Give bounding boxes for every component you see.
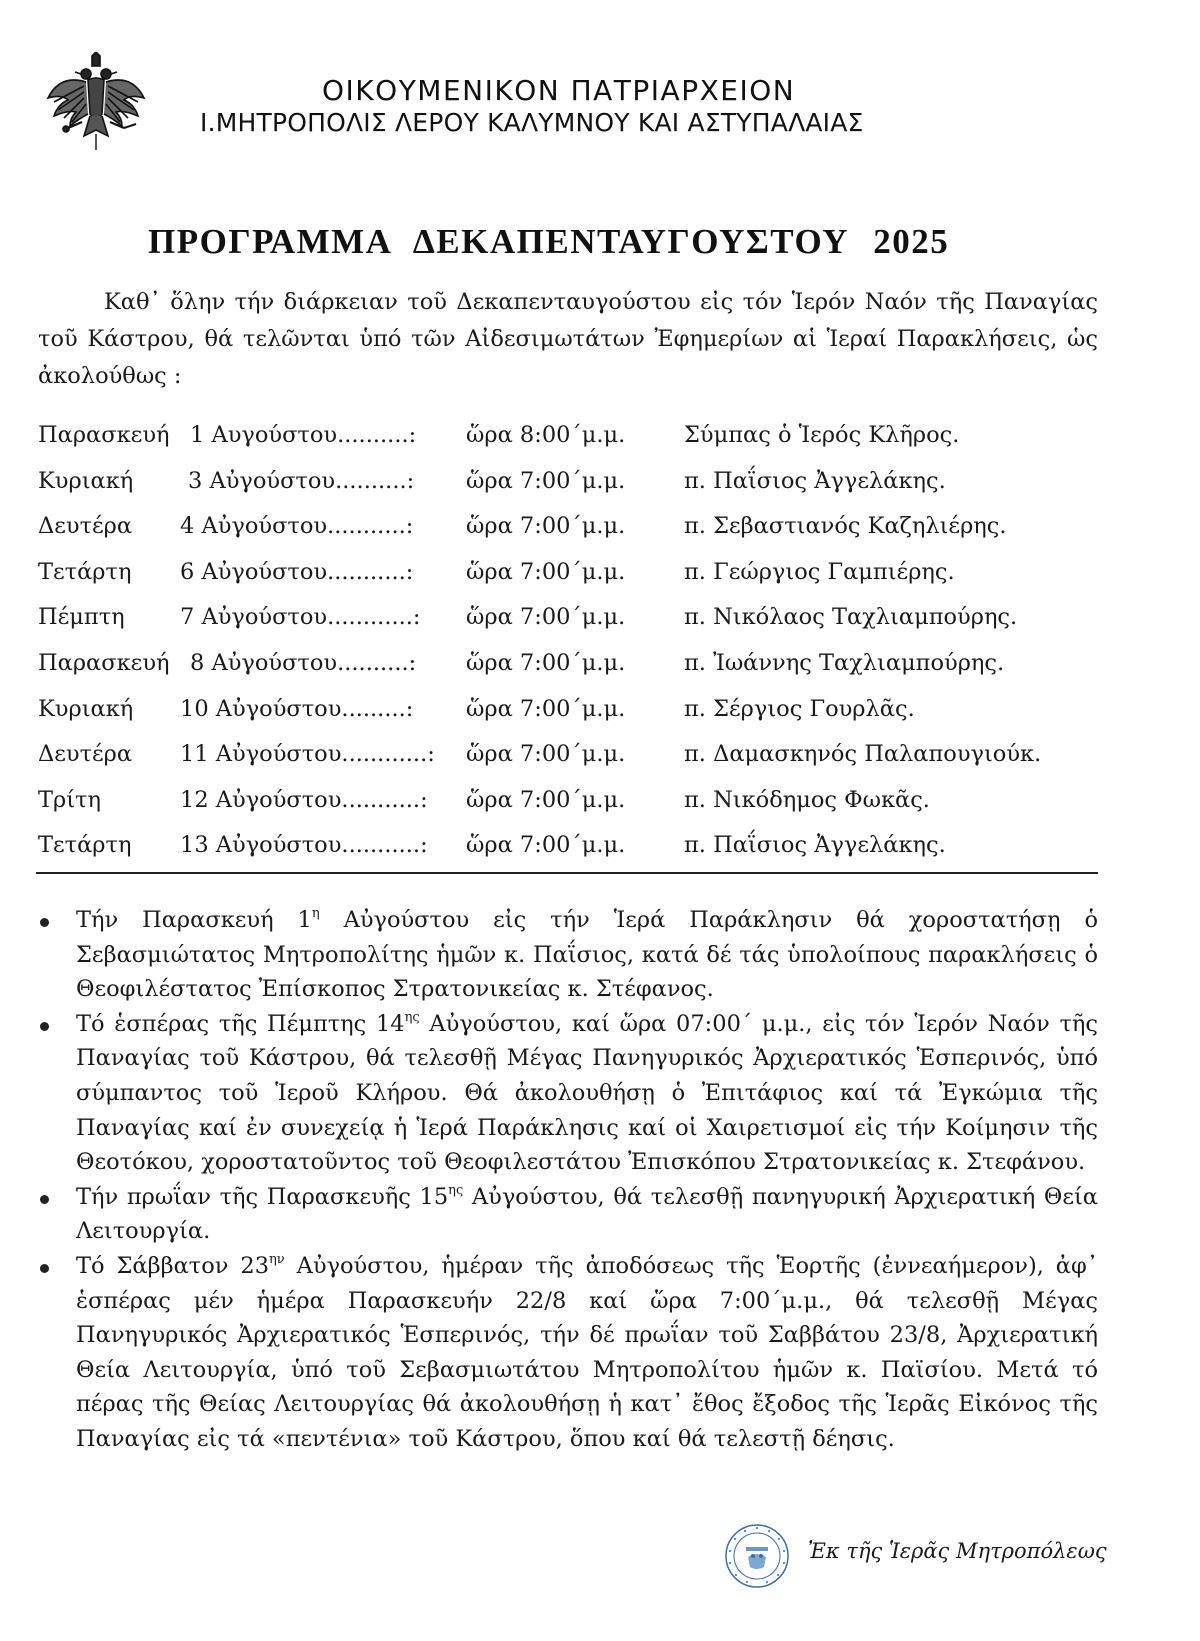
schedule-time: ὥρα 7:00΄μ.μ. xyxy=(466,832,626,859)
schedule-date: 8 Αὐγούστου..........: xyxy=(190,649,417,676)
schedule-date: 10 Αὐγούστου.........: xyxy=(180,695,414,722)
schedule-date: 4 Αὐγούστου...........: xyxy=(180,513,414,540)
schedule-priest: π. Σεβαστιανός Καζηλιέρης. xyxy=(684,513,1007,540)
schedule-row xyxy=(38,504,1108,550)
schedule-day: Κυριακή xyxy=(38,467,134,494)
schedule-table xyxy=(38,413,1108,869)
intro-paragraph: Καθ᾽ ὅλην τήν διάρκειαν τοῦ Δεκαπενταυγούστου εἰς τόν Ἱερόν Ναόν τῆς Παναγίας τοῦ Κάστρου, θά τελῶνται ὑπό τῶν Αἰδεσιμωτάτων Ἐφημερίων αἱ Ἱεραί Παρακλήσεις, ὡς ἀκολούθως : xyxy=(38,289,1098,389)
schedule-row xyxy=(38,459,1108,505)
schedule-date: 11 Αὐγούστου............: xyxy=(180,741,435,768)
bullet-icon xyxy=(40,1264,49,1273)
schedule-time: ὥρα 7:00΄μ.μ. xyxy=(466,558,626,585)
schedule-date: 12 Αὐγούστου...........: xyxy=(180,786,428,813)
schedule-priest: π. Παΐσιος Ἀγγελάκης. xyxy=(684,832,946,859)
schedule-time: ὥρα 7:00΄μ.μ. xyxy=(466,513,626,540)
schedule-row xyxy=(38,550,1108,596)
schedule-time: ὥρα 7:00΄μ.μ. xyxy=(466,467,626,494)
schedule-priest: π. Νικόλαος Ταχλιαμπούρης. xyxy=(684,604,1018,631)
schedule-row xyxy=(38,732,1108,778)
schedule-priest: Σύμπας ὁ Ἱερός Κλῆρος. xyxy=(684,422,960,448)
schedule-priest: π. Νικόδημος Φωκᾶς. xyxy=(684,786,930,813)
schedule-day: Δευτέρα xyxy=(38,741,133,768)
schedule-priest: π. Δαμασκηνός Παλαπουγιούκ. xyxy=(684,741,1042,768)
double-headed-eagle-icon xyxy=(40,52,152,152)
schedule-date: 13 Αὐγούστου...........: xyxy=(180,832,428,859)
schedule-date: 7 Αὐγούστου............: xyxy=(180,604,421,631)
schedule-day: Παρασκευή xyxy=(38,649,170,676)
schedule-row xyxy=(38,413,1108,459)
metropolis-seal-icon xyxy=(724,1523,790,1589)
schedule-day: Παρασκευή xyxy=(38,422,170,448)
schedule-priest: π. Ἰωάννης Ταχλιαμπούρης. xyxy=(684,649,1005,676)
bullet-icon xyxy=(40,1022,49,1031)
note-item: Τό ἑσπέρας τῆς Πέμπτης $14^{\eta\varsigma}$ Αὐγούστου, καί ὥρα 07:00΄ μ.μ., εἰς τόν Ἱερόν Ναόν τῆς Παναγίας τοῦ Κάστρου, θά τελεσθῇ Μέγας Πανηγυρικός Ἀρχιερατικός Ἑσπερινός, ὑπό σύμπαντος τοῦ Ἱεροῦ Κλήρου. Θά ἀκολουθήσῃ ὁ Ἐπιτάφιος καί τά Ἐγκώμια τῆς Παναγίας καί ἐν συνεχείᾳ ἡ Ἱερά Παράκλησις καί οἱ Χαιρετισμοί εἰς τήν Κοίμησιν τῆς Θεοτόκου, χοροστατοῦντος τοῦ Θεοφιλεστάτου Ἐπισκόπου Στρατονικείας κ. Στεφάνου. xyxy=(38,1007,1098,1180)
schedule-row xyxy=(38,687,1108,733)
schedule-priest: π. Παΐσιος Ἀγγελάκης. xyxy=(684,467,946,494)
schedule-day: Τετάρτη xyxy=(38,558,132,585)
notes-list xyxy=(38,903,1098,1457)
signature-text: Ἐκ τῆς Ἱερᾶς Μητροπόλεως xyxy=(808,1539,1107,1563)
schedule-day: Τρίτη xyxy=(38,786,101,813)
schedule-time: ὥρα 7:00΄μ.μ. xyxy=(466,604,626,631)
schedule-time: ὥρα 7:00΄μ.μ. xyxy=(466,695,626,722)
schedule-date: 6 Αὐγούστου...........: xyxy=(180,558,414,585)
schedule-row xyxy=(38,778,1108,824)
schedule-date: 1 Αυγούστου..........: xyxy=(190,422,417,448)
metropolis-title: Ι.ΜΗΤΡΟΠΟΛΙΣ ΛΕΡΟΥ ΚΑΛΥΜΝΟΥ ΚΑΙ ΑΣΤΥΠΑΛΑΙΑΣ xyxy=(200,108,864,137)
patriarchate-title: ΟΙΚΟΥΜΕΝΙΚΟΝ ΠΑΤΡΙΑΡΧΕΙΟΝ xyxy=(322,74,796,107)
schedule-row xyxy=(38,641,1108,687)
note-item: Τήν πρωΐαν τῆς Παρασκευῆς $15^{\eta\varsigma}$ Αὐγούστου, θά τελεσθῇ πανηγυρική Ἀρχιερατική Θεία Λειτουργία. xyxy=(38,1180,1098,1249)
schedule-priest: π. Γεώργιος Γαμπιέρης. xyxy=(684,558,955,585)
note-item: Τήν Παρασκευή $1^\eta$ Αὐγούστου εἰς τήν Ἱερά Παράκλησιν θά χοροστατήσῃ ὁ Σεβασμιώτατος Μητροπολίτης ἡμῶν κ. Παΐσιος, κατά δέ τάς ὑπολοίπους παρακλήσεις ὁ Θεοφιλέστατος Ἐπίσκοπος Στρατονικείας κ. Στέφανος. xyxy=(38,903,1098,1007)
page-title: ΠΡΟΓΡΑΜΜΑ ΔΕΚΑΠΕΝΤΑΥΓΟΥΣΤΟΥ 2025 xyxy=(148,222,950,261)
schedule-date: 3 Αὐγούστου..........: xyxy=(188,467,415,494)
schedule-time: ὥρα 8:00΄μ.μ. xyxy=(466,422,626,448)
bullet-icon xyxy=(40,1195,49,1204)
schedule-time: ὥρα 7:00΄μ.μ. xyxy=(466,741,626,768)
schedule-day: Δευτέρα xyxy=(38,513,133,540)
section-divider xyxy=(36,872,1098,874)
schedule-day: Κυριακή xyxy=(38,695,134,722)
schedule-priest: π. Σέργιος Γουρλᾶς. xyxy=(684,695,915,722)
schedule-day: Τετάρτη xyxy=(38,832,132,859)
schedule-row xyxy=(38,823,1108,869)
bullet-icon xyxy=(40,918,49,927)
schedule-day: Πέμπτη xyxy=(38,604,125,631)
schedule-time: ὥρα 7:00΄μ.μ. xyxy=(466,649,626,676)
schedule-row xyxy=(38,595,1108,641)
note-item: Τό Σάββατον $23^{\eta\nu}$ Αὐγούστου, ἡμέραν τῆς ἀποδόσεως τῆς Ἑορτῆς (ἐννεαήμερον), ἀφ᾽ ἑσπέρας μέν ἡμέρα Παρασκευήν 22/8 καί ὥρα 7:00΄μ.μ., θά τελεσθῇ Μέγας Πανηγυρικός Ἀρχιερατικός Ἑσπερινός, τήν δέ πρωΐαν τοῦ Σαββάτου 23/8, Ἀρχιερατική Θεία Λειτουργία, ὑπό τοῦ Σεβασμιωτάτου Μητροπολίτου ἡμῶν κ. Παϊσίου. Μετά τό πέρας τῆς Θείας Λειτουργίας θά ἀκολουθήσῃ ἡ κατ᾽ ἔθος ἔξοδος τῆς Ἱερᾶς Εἰκόνος τῆς Παναγίας εἰς τά «πεντένια» τοῦ Κάστρου, ὅπου καί θά τελεστῇ δέησις. xyxy=(38,1249,1098,1457)
schedule-time: ὥρα 7:00΄μ.μ. xyxy=(466,786,626,813)
